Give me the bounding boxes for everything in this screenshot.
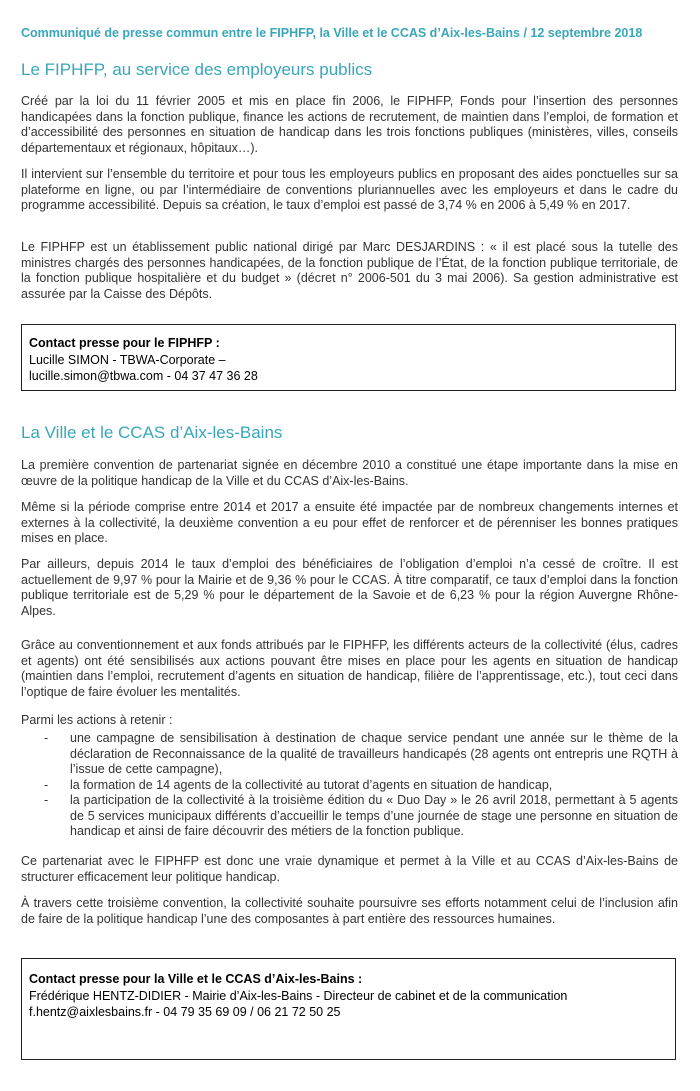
list-dash: -	[44, 777, 49, 792]
press-contact-box-ville	[21, 958, 676, 1060]
paragraph: Par ailleurs, depuis 2014 le taux d’emploi des bénéficiaires de l’obligation d’emploi n’a cessé de croître. Il est actuellement de 9,97 % pour la Mairie et de 9,36 % pour le CCAS. À titre comparatif, ce taux d’emploi dans la fonction publique territoriale est de 5,29 % pour le département de la Savoie et de 6,23 % pour la région Auvergne Rhône-Alpes.	[21, 557, 678, 618]
actions-list	[21, 731, 678, 840]
list-item	[21, 731, 678, 778]
paragraph: À travers cette troisième convention, la collectivité souhaite poursuivre ses efforts notamment celui de l’inclusion afin de faire de la politique handicap l’une des composantes à part entière des ressources humaines.	[21, 896, 678, 926]
press-contact-title: Contact presse pour le FIPHFP :	[29, 336, 220, 350]
paragraph: Il intervient sur l’ensemble du territoire et pour tous les employeurs publics en proposant des aides ponctuelles sur sa plateforme en ligne, ou par l’intermédiaire de conventions pluriannuelles avec les employeurs et dans le cadre du programme accessibilité. Depuis sa création, le taux d’emploi est passé de 3,74 % en 2006 à 5,49 % en 2017.	[21, 167, 678, 212]
list-dash: -	[44, 731, 49, 745]
section-title-fiphfp: Le FIPHFP, au service des employeurs publics	[21, 60, 373, 79]
press-contact-box-fiphfp	[21, 324, 676, 391]
section-title-ville-ccas: La Ville et le CCAS d’Aix-les-Bains	[21, 423, 283, 442]
list-item-text: la participation de la collectivité à la troisième édition du « Duo Day » le 26 avril 2018, permettant à 5 agents de 5 services municipaux différents d’accueillir le temps d’une journée de stage une personne en situation de handicap et ainsi de faire découvrir des métiers de la fonction publique.	[70, 793, 678, 838]
press-release-header: Communiqué de presse commun entre le FIPHFP, la Ville et le CCAS d’Aix-les-Bains / 12 septembre 2018	[21, 26, 643, 40]
press-contact-name: Lucille SIMON - TBWA-Corporate –	[29, 352, 226, 367]
list-item-text: la formation de 14 agents de la collectivité au tutorat d’agents en situation de handicap,	[70, 777, 553, 792]
paragraph: Même si la période comprise entre 2014 et 2017 a ensuite été impactée par de nombreux changements internes et externes à la collectivité, la deuxième convention a eu pour effet de renforcer et de pérenniser les bonnes pratiques mises en place.	[21, 500, 678, 545]
list-dash: -	[44, 793, 49, 807]
list-item	[21, 793, 678, 840]
press-contact-email-phone[interactable]: f.hentz@aixlesbains.fr - 04 79 35 69 09 / 06 21 72 50 25	[29, 1005, 341, 1019]
press-contact-title: Contact presse pour la Ville et le CCAS d’Aix-les-Bains :	[29, 972, 363, 986]
paragraph: Ce partenariat avec le FIPHFP est donc une vraie dynamique et permet à la Ville et au CCAS d’Aix-les-Bains de structurer efficacement leur politique handicap.	[21, 854, 678, 884]
press-contact-name: Frédérique HENTZ-DIDIER - Mairie d’Aix-les-Bains - Directeur de cabinet et de la communication	[29, 988, 568, 1003]
paragraph: Grâce au conventionnement et aux fonds attribués par le FIPHFP, les différents acteurs de la collectivité (élus, cadres et agents) ont été sensibilisés aux actions pouvant être mises en place pour les agents en situation de handicap (maintien dans l’emploi, recrutement d’agents en situation de handicap, filière de l’apprentissage, etc.), tout ceci dans l’optique de faire évoluer les mentalités.	[21, 638, 678, 699]
paragraph: Créé par la loi du 11 février 2005 et mis en place fin 2006, le FIPHFP, Fonds pour l’insertion des personnes handicapées dans la fonction publique, finance les actions de recrutement, de maintien dans l’emploi, de formation et d’accessibilité des personnes en situation de handicap dans les trois fonctions publiques (ministères, villes, conseils départementaux et régionaux, hôpitaux…).	[21, 94, 678, 155]
paragraph: Parmi les actions à retenir :	[21, 713, 173, 727]
press-contact-email-phone[interactable]: lucille.simon@tbwa.com - 04 37 47 36 28	[29, 369, 258, 383]
list-item-text: une campagne de sensibilisation à destination de chaque service pendant une année sur le thème de la déclaration de Reconnaissance de la qualité de travailleurs handicapés (28 agents ont entrepris une RQTH à l’issue de cette campagne),	[70, 731, 678, 776]
list-item	[21, 778, 678, 794]
paragraph: Le FIPHFP est un établissement public national dirigé par Marc DESJARDINS : « il est placé sous la tutelle des ministres chargés des personnes handicapées, de la fonction publique de l’État, de la fonction publique territoriale, de la fonction publique hospitalière et du budget » (décret n° 2006-501 du 3 mai 2006). Sa gestion administrative est assurée par la Caisse des Dépôts.	[21, 240, 678, 301]
paragraph: La première convention de partenariat signée en décembre 2010 a constitué une étape importante dans la mise en œuvre de la politique handicap de la Ville et du CCAS d’Aix-les-Bains.	[21, 458, 678, 488]
